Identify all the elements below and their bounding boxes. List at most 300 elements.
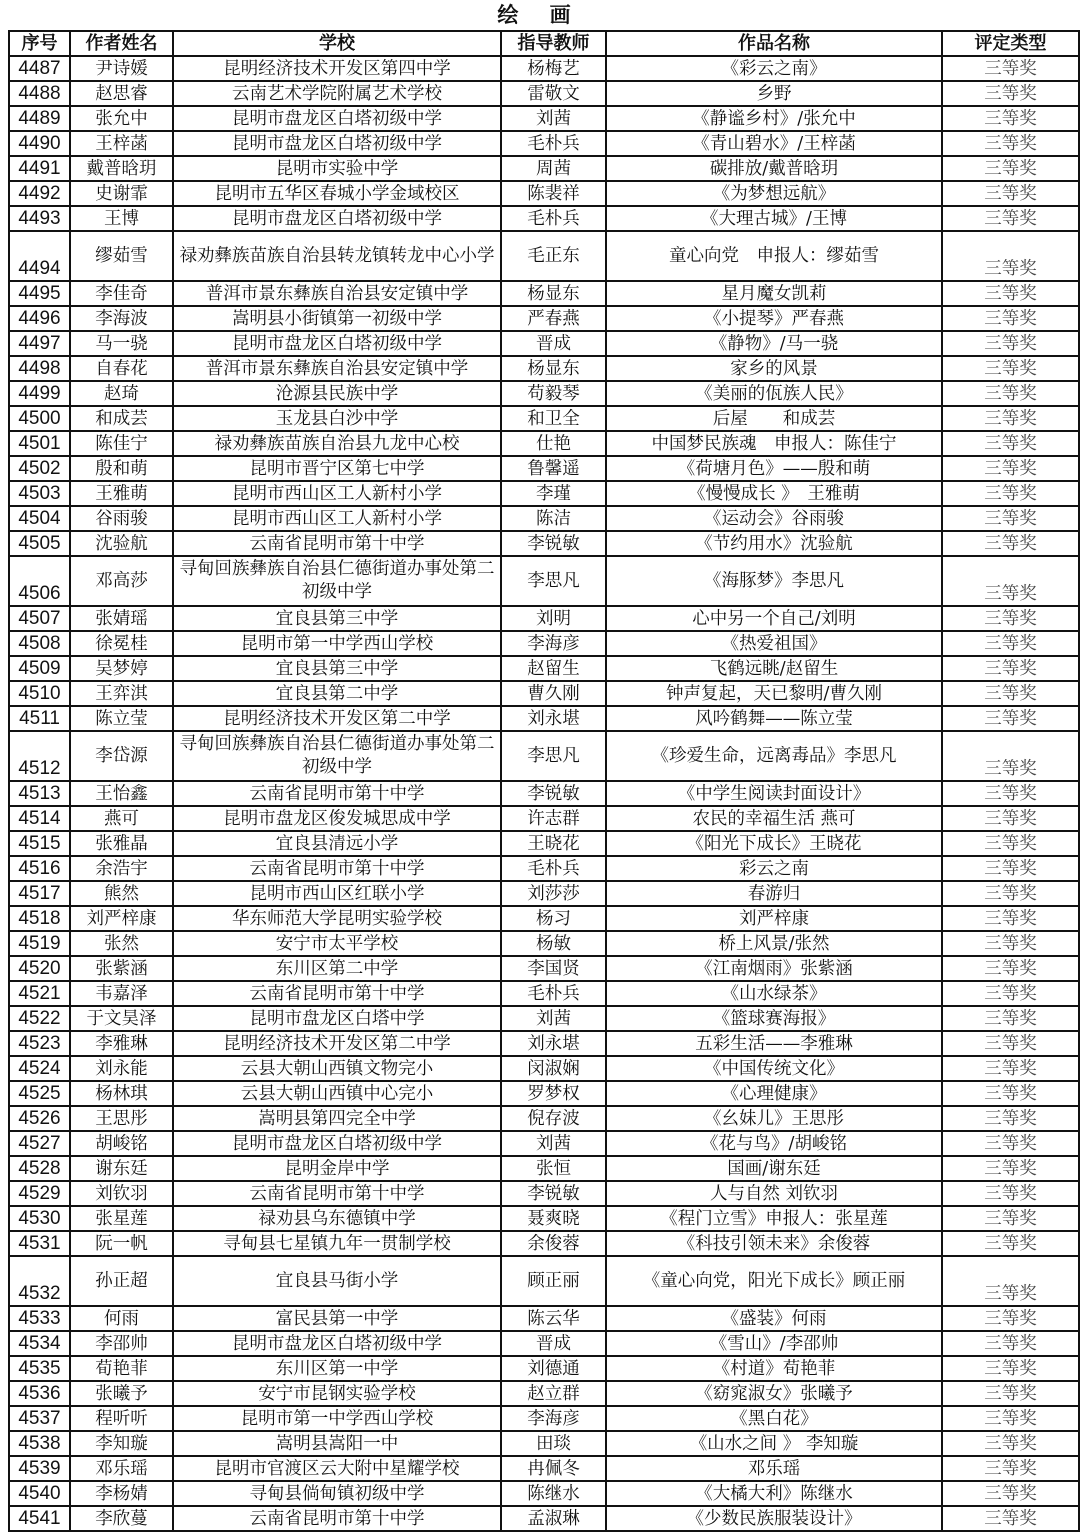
- cell-teacher: 陈继水: [501, 1481, 606, 1506]
- cell-work: 春游归: [606, 881, 942, 906]
- cell-school: 富民县第一中学: [173, 1306, 501, 1331]
- cell-author: 赵琦: [70, 381, 173, 406]
- cell-award: 三等奖: [942, 1181, 1079, 1206]
- cell-seq: 4541: [9, 1506, 70, 1531]
- cell-school: 安宁市太平学校: [173, 931, 501, 956]
- cell-teacher: 罗梦权: [501, 1081, 606, 1106]
- cell-author: 李岱源: [70, 731, 173, 781]
- table-body: [9, 56, 1079, 1531]
- cell-award: 三等奖: [942, 731, 1079, 781]
- cell-work: 碳排放/戴普晗玥: [606, 156, 942, 181]
- cell-school: 沧源县民族中学: [173, 381, 501, 406]
- table-row: [9, 931, 1079, 956]
- cell-teacher: 聂爽晓: [501, 1206, 606, 1231]
- cell-author: 张紫涵: [70, 956, 173, 981]
- cell-school: 宜良县马街小学: [173, 1256, 501, 1306]
- header-school: 学校: [173, 31, 501, 56]
- cell-award: 三等奖: [942, 906, 1079, 931]
- table-row: [9, 956, 1079, 981]
- cell-author: 谷雨骏: [70, 506, 173, 531]
- cell-award: 三等奖: [942, 1356, 1079, 1381]
- cell-school: 昆明经济技术开发区第二中学: [173, 706, 501, 731]
- cell-school: 嵩明县小街镇第一初级中学: [173, 306, 501, 331]
- table-row: [9, 1481, 1079, 1506]
- cell-award: 三等奖: [942, 1381, 1079, 1406]
- cell-seq: 4521: [9, 981, 70, 1006]
- cell-teacher: 李锐敏: [501, 781, 606, 806]
- cell-teacher: 李锐敏: [501, 531, 606, 556]
- table-row: [9, 681, 1079, 706]
- cell-work: 家乡的风景: [606, 356, 942, 381]
- cell-teacher: 曹久刚: [501, 681, 606, 706]
- table-row: [9, 806, 1079, 831]
- cell-author: 戴普晗玥: [70, 156, 173, 181]
- cell-award: 三等奖: [942, 506, 1079, 531]
- cell-school: 昆明市盘龙区白塔初级中学: [173, 206, 501, 231]
- cell-teacher: 倪存波: [501, 1106, 606, 1131]
- cell-school: 寻甸县倘甸镇初级中学: [173, 1481, 501, 1506]
- table-row: [9, 731, 1079, 781]
- table-row: [9, 481, 1079, 506]
- cell-award: 三等奖: [942, 381, 1079, 406]
- table-row: [9, 56, 1079, 81]
- cell-award: 三等奖: [942, 706, 1079, 731]
- cell-award: 三等奖: [942, 206, 1079, 231]
- cell-school: 昆明市官渡区云大附中星耀学校: [173, 1456, 501, 1481]
- cell-teacher: 孟淑琳: [501, 1506, 606, 1531]
- cell-author: 尹诗媛: [70, 56, 173, 81]
- cell-award: 三等奖: [942, 1206, 1079, 1231]
- cell-award: 三等奖: [942, 1306, 1079, 1331]
- cell-teacher: 鲁馨遥: [501, 456, 606, 481]
- header-author: 作者姓名: [70, 31, 173, 56]
- cell-teacher: 毛朴兵: [501, 206, 606, 231]
- cell-work: 《窈窕淑女》张曦予: [606, 1381, 942, 1406]
- cell-teacher: 周茜: [501, 156, 606, 181]
- cell-author: 张雅晶: [70, 831, 173, 856]
- cell-author: 和成芸: [70, 406, 173, 431]
- cell-seq: 4530: [9, 1206, 70, 1231]
- cell-work: 星月魔女凯莉: [606, 281, 942, 306]
- cell-award: 三等奖: [942, 431, 1079, 456]
- cell-seq: 4516: [9, 856, 70, 881]
- table-row: [9, 1206, 1079, 1231]
- table-row: [9, 81, 1079, 106]
- cell-seq: 4540: [9, 1481, 70, 1506]
- cell-author: 胡峻铭: [70, 1131, 173, 1156]
- table-row: [9, 1381, 1079, 1406]
- cell-teacher: 和卫全: [501, 406, 606, 431]
- cell-award: 三等奖: [942, 306, 1079, 331]
- cell-school: 昆明市西山区工人新村小学: [173, 506, 501, 531]
- cell-seq: 4513: [9, 781, 70, 806]
- cell-award: 三等奖: [942, 1131, 1079, 1156]
- cell-school: 宜良县清远小学: [173, 831, 501, 856]
- cell-seq: 4502: [9, 456, 70, 481]
- cell-seq: 4499: [9, 381, 70, 406]
- cell-seq: 4519: [9, 931, 70, 956]
- cell-school: 昆明经济技术开发区第四中学: [173, 56, 501, 81]
- cell-seq: 4536: [9, 1381, 70, 1406]
- cell-work: 五彩生活——李雅琳: [606, 1031, 942, 1056]
- cell-author: 张婧瑶: [70, 606, 173, 631]
- cell-teacher: 刘永堪: [501, 706, 606, 731]
- cell-author: 李雅琳: [70, 1031, 173, 1056]
- cell-seq: 4539: [9, 1456, 70, 1481]
- cell-work: 桥上风景/张然: [606, 931, 942, 956]
- cell-work: 《小提琴》严春燕: [606, 306, 942, 331]
- cell-award: 三等奖: [942, 356, 1079, 381]
- cell-teacher: 田琰: [501, 1431, 606, 1456]
- cell-teacher: 许志群: [501, 806, 606, 831]
- cell-teacher: 李海彦: [501, 1406, 606, 1431]
- cell-author: 于文昊泽: [70, 1006, 173, 1031]
- cell-teacher: 刘永堪: [501, 1031, 606, 1056]
- table-row: [9, 506, 1079, 531]
- cell-teacher: 张恒: [501, 1156, 606, 1181]
- cell-seq: 4531: [9, 1231, 70, 1256]
- cell-author: 张曦予: [70, 1381, 173, 1406]
- table-row: [9, 1256, 1079, 1306]
- cell-work: 风吟鹤舞——陈立莹: [606, 706, 942, 731]
- cell-author: 刘钦羽: [70, 1181, 173, 1206]
- cell-seq: 4504: [9, 506, 70, 531]
- table-row: [9, 856, 1079, 881]
- table-row: [9, 281, 1079, 306]
- cell-teacher: 毛正东: [501, 231, 606, 281]
- cell-work: 《静物》/马一骁: [606, 331, 942, 356]
- cell-seq: 4509: [9, 656, 70, 681]
- cell-work: 《中学生阅读封面设计》: [606, 781, 942, 806]
- cell-teacher: 陈洁: [501, 506, 606, 531]
- cell-author: 徐冕桂: [70, 631, 173, 656]
- cell-author: 史谢霏: [70, 181, 173, 206]
- cell-seq: 4526: [9, 1106, 70, 1131]
- cell-seq: 4522: [9, 1006, 70, 1031]
- cell-award: 三等奖: [942, 81, 1079, 106]
- cell-author: 马一骁: [70, 331, 173, 356]
- cell-teacher: 李瑾: [501, 481, 606, 506]
- cell-seq: 4534: [9, 1331, 70, 1356]
- cell-seq: 4511: [9, 706, 70, 731]
- table-row: [9, 656, 1079, 681]
- cell-seq: 4537: [9, 1406, 70, 1431]
- cell-work: 《荷塘月色》——殷和萌: [606, 456, 942, 481]
- cell-author: 王怡鑫: [70, 781, 173, 806]
- table-row: [9, 531, 1079, 556]
- cell-award: 三等奖: [942, 281, 1079, 306]
- cell-author: 李邵帅: [70, 1331, 173, 1356]
- cell-teacher: 杨显东: [501, 356, 606, 381]
- cell-award: 三等奖: [942, 406, 1079, 431]
- cell-school: 昆明市盘龙区俊发城思成中学: [173, 806, 501, 831]
- table-row: [9, 1356, 1079, 1381]
- cell-teacher: 王晓花: [501, 831, 606, 856]
- cell-teacher: 李锐敏: [501, 1181, 606, 1206]
- cell-seq: 4508: [9, 631, 70, 656]
- cell-author: 王梓菡: [70, 131, 173, 156]
- cell-teacher: 仕艳: [501, 431, 606, 456]
- cell-seq: 4533: [9, 1306, 70, 1331]
- cell-school: 云县大朝山西镇中心完小: [173, 1081, 501, 1106]
- table-row: [9, 706, 1079, 731]
- cell-author: 李海波: [70, 306, 173, 331]
- cell-work: 《心理健康》: [606, 1081, 942, 1106]
- cell-seq: 4487: [9, 56, 70, 81]
- cell-seq: 4512: [9, 731, 70, 781]
- cell-school: 昆明市盘龙区白塔初级中学: [173, 1331, 501, 1356]
- cell-work: 《花与鸟》/胡峻铭: [606, 1131, 942, 1156]
- cell-seq: 4515: [9, 831, 70, 856]
- cell-seq: 4524: [9, 1056, 70, 1081]
- cell-school: 昆明经济技术开发区第二中学: [173, 1031, 501, 1056]
- cell-award: 三等奖: [942, 1056, 1079, 1081]
- table-row: [9, 1006, 1079, 1031]
- cell-work: 《静谧乡村》/张允中: [606, 106, 942, 131]
- cell-award: 三等奖: [942, 831, 1079, 856]
- table-row: [9, 781, 1079, 806]
- table-row: [9, 431, 1079, 456]
- cell-school: 云南省昆明市第十中学: [173, 531, 501, 556]
- cell-teacher: 严春燕: [501, 306, 606, 331]
- cell-school: 昆明市晋宁区第七中学: [173, 456, 501, 481]
- cell-author: 荀艳菲: [70, 1356, 173, 1381]
- table-row: [9, 206, 1079, 231]
- cell-award: 三等奖: [942, 56, 1079, 81]
- header-award: 评定类型: [942, 31, 1079, 56]
- table-row: [9, 406, 1079, 431]
- cell-author: 王思彤: [70, 1106, 173, 1131]
- cell-school: 东川区第一中学: [173, 1356, 501, 1381]
- cell-work: 后屋 和成芸: [606, 406, 942, 431]
- cell-author: 张允中: [70, 106, 173, 131]
- cell-author: 孙正超: [70, 1256, 173, 1306]
- cell-work: 《山水之间 》 李知璇: [606, 1431, 942, 1456]
- cell-school: 昆明市盘龙区白塔初级中学: [173, 131, 501, 156]
- cell-author: 赵思睿: [70, 81, 173, 106]
- cell-seq: 4527: [9, 1131, 70, 1156]
- cell-award: 三等奖: [942, 1231, 1079, 1256]
- cell-work: 《海豚梦》李思凡: [606, 556, 942, 606]
- cell-seq: 4517: [9, 881, 70, 906]
- cell-seq: 4532: [9, 1256, 70, 1306]
- cell-work: 《童心向党，阳光下成长》顾正丽: [606, 1256, 942, 1306]
- cell-teacher: 杨习: [501, 906, 606, 931]
- table-row: [9, 1131, 1079, 1156]
- cell-teacher: 顾正丽: [501, 1256, 606, 1306]
- cell-award: 三等奖: [942, 1006, 1079, 1031]
- cell-seq: 4529: [9, 1181, 70, 1206]
- cell-school: 昆明市西山区红联小学: [173, 881, 501, 906]
- cell-teacher: 杨敏: [501, 931, 606, 956]
- cell-seq: 4500: [9, 406, 70, 431]
- table-header-row: [9, 31, 1079, 56]
- cell-school: 嵩明县第四完全中学: [173, 1106, 501, 1131]
- cell-school: 昆明市盘龙区白塔初级中学: [173, 331, 501, 356]
- cell-work: 《美丽的佤族人民》: [606, 381, 942, 406]
- table-row: [9, 1181, 1079, 1206]
- cell-teacher: 李国贤: [501, 956, 606, 981]
- table-row: [9, 231, 1079, 281]
- table-row: [9, 1056, 1079, 1081]
- cell-teacher: 刘莎莎: [501, 881, 606, 906]
- cell-school: 昆明市盘龙区白塔初级中学: [173, 1131, 501, 1156]
- cell-teacher: 杨梅艺: [501, 56, 606, 81]
- cell-author: 何雨: [70, 1306, 173, 1331]
- table-row: [9, 906, 1079, 931]
- cell-teacher: 刘德通: [501, 1356, 606, 1381]
- table-row: [9, 1331, 1079, 1356]
- cell-award: 三等奖: [942, 1106, 1079, 1131]
- cell-work: 《节约用水》沈验航: [606, 531, 942, 556]
- table-row: [9, 181, 1079, 206]
- table-row: [9, 331, 1079, 356]
- table-row: [9, 1456, 1079, 1481]
- table-row: [9, 1231, 1079, 1256]
- cell-work: 《雪山》/李邵帅: [606, 1331, 942, 1356]
- table-row: [9, 456, 1079, 481]
- cell-seq: 4525: [9, 1081, 70, 1106]
- cell-award: 三等奖: [942, 531, 1079, 556]
- cell-award: 三等奖: [942, 156, 1079, 181]
- cell-work: 《慢慢成长 》 王雅萌: [606, 481, 942, 506]
- cell-seq: 4490: [9, 131, 70, 156]
- cell-award: 三等奖: [942, 1506, 1079, 1531]
- cell-school: 宜良县第三中学: [173, 656, 501, 681]
- cell-seq: 4538: [9, 1431, 70, 1456]
- cell-seq: 4507: [9, 606, 70, 631]
- cell-author: 李知璇: [70, 1431, 173, 1456]
- cell-school: 云县大朝山西镇文物完小: [173, 1056, 501, 1081]
- cell-author: 李杨婧: [70, 1481, 173, 1506]
- table-row: [9, 131, 1079, 156]
- cell-seq: 4497: [9, 331, 70, 356]
- cell-award: 三等奖: [942, 556, 1079, 606]
- cell-award: 三等奖: [942, 1406, 1079, 1431]
- cell-school: 昆明市西山区工人新村小学: [173, 481, 501, 506]
- cell-school: 昆明市五华区春城小学金域校区: [173, 181, 501, 206]
- cell-author: 陈佳宁: [70, 431, 173, 456]
- cell-teacher: 毛朴兵: [501, 856, 606, 881]
- cell-teacher: 余俊蓉: [501, 1231, 606, 1256]
- cell-award: 三等奖: [942, 681, 1079, 706]
- table-row: [9, 156, 1079, 181]
- cell-seq: 4491: [9, 156, 70, 181]
- cell-work: 邓乐瑶: [606, 1456, 942, 1481]
- header-teacher: 指导教师: [501, 31, 606, 56]
- cell-teacher: 李海彦: [501, 631, 606, 656]
- cell-school: 安宁市昆钢实验学校: [173, 1381, 501, 1406]
- cell-work: 《珍爱生命，远离毒品》李思凡: [606, 731, 942, 781]
- cell-work: 《为梦想远航》: [606, 181, 942, 206]
- cell-author: 陈立莹: [70, 706, 173, 731]
- cell-author: 韦嘉泽: [70, 981, 173, 1006]
- cell-work: 《阳光下成长》王晓花: [606, 831, 942, 856]
- cell-award: 三等奖: [942, 181, 1079, 206]
- cell-seq: 4506: [9, 556, 70, 606]
- cell-work: 彩云之南: [606, 856, 942, 881]
- cell-school: 禄劝彝族苗族自治县转龙镇转龙中心小学: [173, 231, 501, 281]
- cell-author: 自春花: [70, 356, 173, 381]
- cell-school: 云南省昆明市第十中学: [173, 1181, 501, 1206]
- cell-work: 《篮球赛海报》: [606, 1006, 942, 1031]
- cell-award: 三等奖: [942, 656, 1079, 681]
- cell-school: 宜良县第三中学: [173, 606, 501, 631]
- cell-author: 邓高莎: [70, 556, 173, 606]
- cell-author: 杨林琪: [70, 1081, 173, 1106]
- cell-work: 童心向党 申报人：缪茹雪: [606, 231, 942, 281]
- cell-work: 《盛装》何雨: [606, 1306, 942, 1331]
- cell-award: 三等奖: [942, 1031, 1079, 1056]
- cell-teacher: 刘明: [501, 606, 606, 631]
- cell-author: 熊然: [70, 881, 173, 906]
- table-row: [9, 556, 1079, 606]
- table-row: [9, 1081, 1079, 1106]
- cell-award: 三等奖: [942, 481, 1079, 506]
- cell-author: 燕可: [70, 806, 173, 831]
- cell-school: 云南艺术学院附属艺术学校: [173, 81, 501, 106]
- cell-author: 李欣蔓: [70, 1506, 173, 1531]
- table-row: [9, 381, 1079, 406]
- cell-work: 《彩云之南》: [606, 56, 942, 81]
- cell-teacher: 李思凡: [501, 556, 606, 606]
- cell-school: 云南省昆明市第十中学: [173, 856, 501, 881]
- table-row: [9, 981, 1079, 1006]
- table-row: [9, 1031, 1079, 1056]
- table-row: [9, 1156, 1079, 1181]
- page-title: 绘 画: [497, 3, 583, 27]
- cell-school: 东川区第二中学: [173, 956, 501, 981]
- cell-school: 寻甸县七星镇九年一贯制学校: [173, 1231, 501, 1256]
- cell-work: 《大理古城》/王博: [606, 206, 942, 231]
- cell-work: 农民的幸福生活 燕可: [606, 806, 942, 831]
- table-row: [9, 606, 1079, 631]
- cell-seq: 4503: [9, 481, 70, 506]
- cell-school: 嵩明县嵩阳一中: [173, 1431, 501, 1456]
- cell-seq: 4492: [9, 181, 70, 206]
- cell-award: 三等奖: [942, 606, 1079, 631]
- cell-author: 余浩宇: [70, 856, 173, 881]
- cell-school: 宜良县第二中学: [173, 681, 501, 706]
- cell-seq: 4523: [9, 1031, 70, 1056]
- table-row: [9, 356, 1079, 381]
- cell-award: 三等奖: [942, 781, 1079, 806]
- cell-work: 心中另一个自己/刘明: [606, 606, 942, 631]
- cell-work: 《青山碧水》/王梓菡: [606, 131, 942, 156]
- cell-work: 中国梦民族魂 申报人：陈佳宁: [606, 431, 942, 456]
- cell-seq: 4505: [9, 531, 70, 556]
- cell-award: 三等奖: [942, 331, 1079, 356]
- table-row: [9, 306, 1079, 331]
- cell-work: 《中国传统文化》: [606, 1056, 942, 1081]
- cell-school: 昆明金岸中学: [173, 1156, 501, 1181]
- cell-teacher: 刘茜: [501, 1131, 606, 1156]
- table-row: [9, 831, 1079, 856]
- cell-school: 寻甸回族彝族自治县仁德街道办事处第二初级中学: [173, 556, 501, 606]
- cell-author: 张然: [70, 931, 173, 956]
- table-row: [9, 106, 1079, 131]
- cell-author: 邓乐瑶: [70, 1456, 173, 1481]
- cell-work: 《程门立雪》申报人：张星莲: [606, 1206, 942, 1231]
- cell-teacher: 李思凡: [501, 731, 606, 781]
- cell-award: 三等奖: [942, 1481, 1079, 1506]
- cell-teacher: 晋成: [501, 331, 606, 356]
- header-work: 作品名称: [606, 31, 942, 56]
- cell-author: 刘永能: [70, 1056, 173, 1081]
- cell-award: 三等奖: [942, 231, 1079, 281]
- cell-seq: 4488: [9, 81, 70, 106]
- cell-author: 王雅萌: [70, 481, 173, 506]
